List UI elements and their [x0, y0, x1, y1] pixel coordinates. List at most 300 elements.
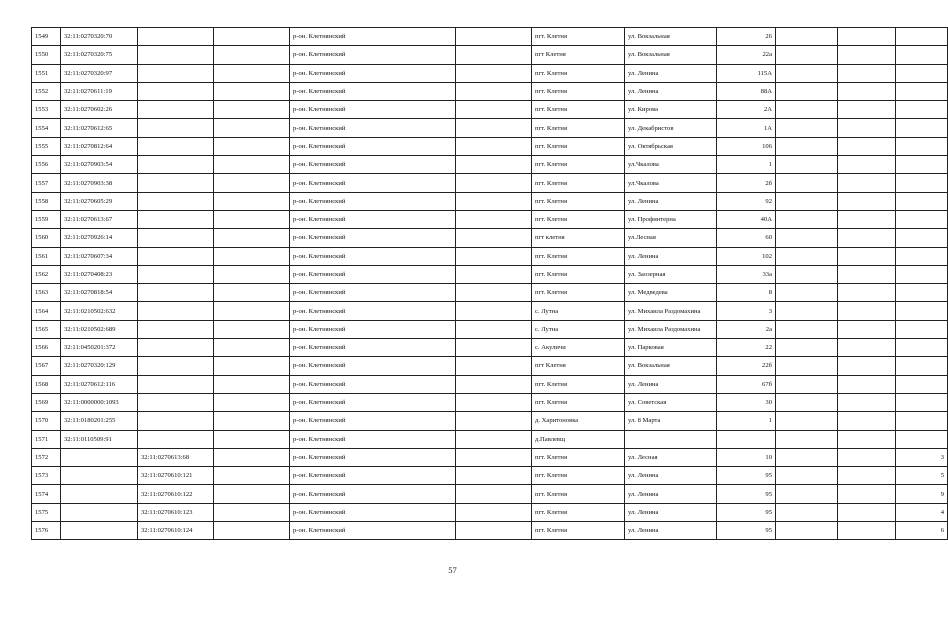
street-cell: ул. Вокзальная: [625, 357, 717, 375]
house-number-cell: 88А: [717, 82, 776, 100]
row-number-cell: 1571: [32, 430, 61, 448]
street-cell: ул. Михаила Раздомахина: [625, 320, 717, 338]
blank-col-10-cell: [776, 485, 838, 503]
blank-col-6-cell: [456, 229, 532, 247]
blank-col-11-cell: [838, 320, 896, 338]
street-cell: [625, 430, 717, 448]
blank-col-11-cell: [838, 229, 896, 247]
district-cell: р-он. Клетнянский: [290, 192, 456, 210]
page-number: 57: [448, 565, 457, 575]
last-value-cell: [896, 64, 948, 82]
blank-col-4-cell: [214, 302, 290, 320]
district-cell: р-он. Клетнянский: [290, 46, 456, 64]
district-cell: р-он. Клетнянский: [290, 485, 456, 503]
cadastral-number-cell: [61, 448, 138, 466]
district-cell: р-он. Клетнянский: [290, 82, 456, 100]
blank-col-10-cell: [776, 503, 838, 521]
house-number-cell: 10: [717, 448, 776, 466]
table-row: [32, 503, 948, 521]
blank-col-10-cell: [776, 64, 838, 82]
row-number-cell: 1555: [32, 137, 61, 155]
table-row: [32, 522, 948, 540]
blank-col-11-cell: [838, 64, 896, 82]
last-value-cell: 6: [896, 522, 948, 540]
district-cell: р-он. Клетнянский: [290, 119, 456, 137]
last-value-cell: [896, 302, 948, 320]
district-cell: р-он. Клетнянский: [290, 467, 456, 485]
cadastral-number-cell: [61, 485, 138, 503]
row-number-cell: 1568: [32, 375, 61, 393]
object-cadastral-number-cell: 32:11:0270610:123: [138, 503, 214, 521]
object-cadastral-number-cell: [138, 357, 214, 375]
last-value-cell: [896, 339, 948, 357]
settlement-cell: пгт Клетня: [532, 46, 625, 64]
blank-col-10-cell: [776, 284, 838, 302]
district-cell: р-он. Клетнянский: [290, 357, 456, 375]
table-body: [32, 28, 948, 540]
district-cell: р-он. Клетнянский: [290, 375, 456, 393]
table-row: [32, 247, 948, 265]
cadastral-number-cell: [61, 503, 138, 521]
settlement-cell: пгт. Клетня: [532, 247, 625, 265]
table-row: [32, 448, 948, 466]
blank-col-4-cell: [214, 229, 290, 247]
blank-col-10-cell: [776, 375, 838, 393]
blank-col-10-cell: [776, 119, 838, 137]
object-cadastral-number-cell: [138, 46, 214, 64]
settlement-cell: пгт Клетня: [532, 357, 625, 375]
blank-col-4-cell: [214, 284, 290, 302]
house-number-cell: [717, 430, 776, 448]
last-value-cell: 9: [896, 485, 948, 503]
blank-col-6-cell: [456, 430, 532, 448]
house-number-cell: 1А: [717, 119, 776, 137]
blank-col-10-cell: [776, 137, 838, 155]
last-value-cell: [896, 119, 948, 137]
blank-col-4-cell: [214, 320, 290, 338]
table-row: [32, 64, 948, 82]
object-cadastral-number-cell: 32:11:0270610:122: [138, 485, 214, 503]
blank-col-10-cell: [776, 302, 838, 320]
blank-col-4-cell: [214, 412, 290, 430]
cadastral-number-cell: 32:11:0000000:1093: [61, 393, 138, 411]
last-value-cell: 5: [896, 467, 948, 485]
cadastral-number-cell: 32:11:0270320:129: [61, 357, 138, 375]
house-number-cell: 95: [717, 485, 776, 503]
object-cadastral-number-cell: [138, 119, 214, 137]
table-row: [32, 82, 948, 100]
row-number-cell: 1550: [32, 46, 61, 64]
house-number-cell: 95: [717, 522, 776, 540]
street-cell: ул. Кирова: [625, 101, 717, 119]
table-row: [32, 192, 948, 210]
settlement-cell: пгт. Клетня: [532, 119, 625, 137]
street-cell: ул. Советская: [625, 393, 717, 411]
blank-col-11-cell: [838, 448, 896, 466]
row-number-cell: 1558: [32, 192, 61, 210]
blank-col-11-cell: [838, 393, 896, 411]
blank-col-6-cell: [456, 284, 532, 302]
table-row: [32, 375, 948, 393]
settlement-cell: пгт. Клетня: [532, 503, 625, 521]
blank-col-10-cell: [776, 210, 838, 228]
settlement-cell: пгт. Клетня: [532, 485, 625, 503]
cadastral-number-cell: 32:11:0270605:29: [61, 192, 138, 210]
table-row: [32, 46, 948, 64]
blank-col-6-cell: [456, 485, 532, 503]
blank-col-10-cell: [776, 192, 838, 210]
blank-col-11-cell: [838, 28, 896, 46]
blank-col-6-cell: [456, 448, 532, 466]
district-cell: р-он. Клетнянский: [290, 174, 456, 192]
row-number-cell: 1563: [32, 284, 61, 302]
row-number-cell: 1556: [32, 156, 61, 174]
blank-col-4-cell: [214, 448, 290, 466]
street-cell: ул.Лесная: [625, 229, 717, 247]
table-row: [32, 229, 948, 247]
house-number-cell: 33а: [717, 265, 776, 283]
row-number-cell: 1565: [32, 320, 61, 338]
table-row: [32, 485, 948, 503]
blank-col-11-cell: [838, 375, 896, 393]
settlement-cell: с. Акуличи: [532, 339, 625, 357]
house-number-cell: 30: [717, 393, 776, 411]
street-cell: ул. Октябрьская: [625, 137, 717, 155]
cadastral-number-cell: 32:11:0270320:70: [61, 28, 138, 46]
cadastral-number-cell: 32:11:0270612:116: [61, 375, 138, 393]
last-value-cell: [896, 101, 948, 119]
cadastral-number-cell: 32:11:0270611:19: [61, 82, 138, 100]
blank-col-4-cell: [214, 485, 290, 503]
row-number-cell: 1560: [32, 229, 61, 247]
blank-col-4-cell: [214, 393, 290, 411]
object-cadastral-number-cell: [138, 229, 214, 247]
object-cadastral-number-cell: [138, 137, 214, 155]
row-number-cell: 1566: [32, 339, 61, 357]
blank-col-11-cell: [838, 137, 896, 155]
blank-col-10-cell: [776, 522, 838, 540]
street-cell: ул. Ленина: [625, 82, 717, 100]
blank-col-10-cell: [776, 412, 838, 430]
blank-col-6-cell: [456, 503, 532, 521]
settlement-cell: с. Лутна: [532, 320, 625, 338]
object-cadastral-number-cell: 32:11:0270610:124: [138, 522, 214, 540]
blank-col-11-cell: [838, 174, 896, 192]
object-cadastral-number-cell: [138, 82, 214, 100]
cadastral-number-cell: 32:11:0210502:689: [61, 320, 138, 338]
settlement-cell: с. Лутна: [532, 302, 625, 320]
cadastral-number-cell: 32:11:0270903:54: [61, 156, 138, 174]
blank-col-11-cell: [838, 284, 896, 302]
object-cadastral-number-cell: [138, 156, 214, 174]
blank-col-11-cell: [838, 522, 896, 540]
street-cell: ул. Ленина: [625, 375, 717, 393]
last-value-cell: [896, 192, 948, 210]
blank-col-6-cell: [456, 375, 532, 393]
cadastral-number-cell: 32:11:0110509:91: [61, 430, 138, 448]
district-cell: р-он. Клетнянский: [290, 284, 456, 302]
blank-col-10-cell: [776, 247, 838, 265]
blank-col-4-cell: [214, 339, 290, 357]
blank-col-6-cell: [456, 320, 532, 338]
cadastral-number-cell: 32:11:0270818:54: [61, 284, 138, 302]
row-number-cell: 1551: [32, 64, 61, 82]
last-value-cell: [896, 82, 948, 100]
cadastral-number-cell: 32:11:0270320:97: [61, 64, 138, 82]
house-number-cell: 95: [717, 467, 776, 485]
cadastral-number-cell: 32:11:0450201:372: [61, 339, 138, 357]
house-number-cell: 40А: [717, 210, 776, 228]
blank-col-6-cell: [456, 467, 532, 485]
row-number-cell: 1570: [32, 412, 61, 430]
last-value-cell: [896, 393, 948, 411]
object-cadastral-number-cell: [138, 247, 214, 265]
blank-col-4-cell: [214, 28, 290, 46]
object-cadastral-number-cell: [138, 412, 214, 430]
table-row: [32, 156, 948, 174]
blank-col-10-cell: [776, 467, 838, 485]
street-cell: ул. Ленина: [625, 467, 717, 485]
cadastral-number-cell: 32:11:0270320:75: [61, 46, 138, 64]
blank-col-4-cell: [214, 247, 290, 265]
settlement-cell: д.Павлевщ: [532, 430, 625, 448]
table-row: [32, 28, 948, 46]
blank-col-6-cell: [456, 522, 532, 540]
house-number-cell: 67б: [717, 375, 776, 393]
object-cadastral-number-cell: [138, 101, 214, 119]
street-cell: ул. Ленина: [625, 192, 717, 210]
table-row: [32, 137, 948, 155]
blank-col-4-cell: [214, 137, 290, 155]
street-cell: ул. Ленина: [625, 485, 717, 503]
district-cell: р-он. Клетнянский: [290, 101, 456, 119]
blank-col-10-cell: [776, 430, 838, 448]
object-cadastral-number-cell: [138, 430, 214, 448]
blank-col-4-cell: [214, 265, 290, 283]
settlement-cell: пгт. Клетня: [532, 522, 625, 540]
last-value-cell: [896, 265, 948, 283]
cadastral-number-cell: 32:11:0270602:26: [61, 101, 138, 119]
blank-col-10-cell: [776, 339, 838, 357]
cadastral-number-cell: 32:11:0270926:14: [61, 229, 138, 247]
last-value-cell: [896, 357, 948, 375]
last-value-cell: [896, 284, 948, 302]
blank-col-6-cell: [456, 339, 532, 357]
blank-col-11-cell: [838, 101, 896, 119]
district-cell: р-он. Клетнянский: [290, 247, 456, 265]
district-cell: р-он. Клетнянский: [290, 156, 456, 174]
last-value-cell: [896, 137, 948, 155]
blank-col-10-cell: [776, 28, 838, 46]
blank-col-6-cell: [456, 46, 532, 64]
cadastral-number-cell: [61, 467, 138, 485]
house-number-cell: 95: [717, 503, 776, 521]
house-number-cell: 106: [717, 137, 776, 155]
cadastral-number-cell: 32:11:0180201:255: [61, 412, 138, 430]
table-row: [32, 210, 948, 228]
blank-col-6-cell: [456, 64, 532, 82]
blank-col-11-cell: [838, 485, 896, 503]
row-number-cell: 1573: [32, 467, 61, 485]
house-number-cell: 60: [717, 229, 776, 247]
object-cadastral-number-cell: [138, 375, 214, 393]
cadastral-number-cell: [61, 522, 138, 540]
street-cell: ул.Чкалова: [625, 174, 717, 192]
blank-col-11-cell: [838, 192, 896, 210]
blank-col-6-cell: [456, 101, 532, 119]
blank-col-6-cell: [456, 82, 532, 100]
settlement-cell: д. Харитоновка: [532, 412, 625, 430]
house-number-cell: 2б: [717, 174, 776, 192]
street-cell: ул. Ленина: [625, 503, 717, 521]
blank-col-11-cell: [838, 247, 896, 265]
street-cell: ул. Лесная: [625, 448, 717, 466]
district-cell: р-он. Клетнянский: [290, 430, 456, 448]
last-value-cell: [896, 320, 948, 338]
blank-col-6-cell: [456, 210, 532, 228]
district-cell: р-он. Клетнянский: [290, 229, 456, 247]
row-number-cell: 1572: [32, 448, 61, 466]
blank-col-6-cell: [456, 156, 532, 174]
object-cadastral-number-cell: [138, 210, 214, 228]
blank-col-6-cell: [456, 265, 532, 283]
district-cell: р-он. Клетнянский: [290, 339, 456, 357]
settlement-cell: пгт. Клетня: [532, 82, 625, 100]
blank-col-10-cell: [776, 393, 838, 411]
blank-col-10-cell: [776, 265, 838, 283]
house-number-cell: 22: [717, 339, 776, 357]
last-value-cell: 3: [896, 448, 948, 466]
table-row: [32, 284, 948, 302]
blank-col-11-cell: [838, 82, 896, 100]
street-cell: ул. Ленина: [625, 522, 717, 540]
table-row: [32, 393, 948, 411]
last-value-cell: [896, 412, 948, 430]
cadastral-number-cell: 32:11:0210502:632: [61, 302, 138, 320]
blank-col-4-cell: [214, 430, 290, 448]
table-row: [32, 320, 948, 338]
table-row: [32, 357, 948, 375]
street-cell: ул. Заозерная: [625, 265, 717, 283]
house-number-cell: 22б: [717, 357, 776, 375]
blank-col-4-cell: [214, 101, 290, 119]
blank-col-11-cell: [838, 156, 896, 174]
blank-col-4-cell: [214, 64, 290, 82]
blank-col-4-cell: [214, 174, 290, 192]
blank-col-6-cell: [456, 119, 532, 137]
settlement-cell: пгт. Клетня: [532, 467, 625, 485]
last-value-cell: [896, 174, 948, 192]
house-number-cell: 8: [717, 284, 776, 302]
blank-col-11-cell: [838, 210, 896, 228]
blank-col-4-cell: [214, 210, 290, 228]
blank-col-10-cell: [776, 448, 838, 466]
blank-col-6-cell: [456, 357, 532, 375]
object-cadastral-number-cell: 32:11:0270610:121: [138, 467, 214, 485]
row-number-cell: 1569: [32, 393, 61, 411]
house-number-cell: 92: [717, 192, 776, 210]
blank-col-10-cell: [776, 82, 838, 100]
last-value-cell: [896, 247, 948, 265]
table-row: [32, 412, 948, 430]
table-row: [32, 101, 948, 119]
district-cell: р-он. Клетнянский: [290, 522, 456, 540]
street-cell: ул. Вокзальная: [625, 28, 717, 46]
settlement-cell: пгт. Клетня: [532, 64, 625, 82]
last-value-cell: [896, 46, 948, 64]
last-value-cell: [896, 229, 948, 247]
settlement-cell: пгт. Клетня: [532, 101, 625, 119]
blank-col-4-cell: [214, 192, 290, 210]
table-row: [32, 119, 948, 137]
row-number-cell: 1549: [32, 28, 61, 46]
district-cell: р-он. Клетнянский: [290, 393, 456, 411]
table-row: [32, 430, 948, 448]
table-row: [32, 265, 948, 283]
blank-col-11-cell: [838, 302, 896, 320]
cadastral-number-cell: 32:11:0270903:38: [61, 174, 138, 192]
object-cadastral-number-cell: [138, 174, 214, 192]
settlement-cell: пгт. Клетня: [532, 375, 625, 393]
cadastral-number-cell: 32:11:0270613:67: [61, 210, 138, 228]
district-cell: р-он. Клетнянский: [290, 28, 456, 46]
street-cell: ул.Чкалова: [625, 156, 717, 174]
table-row: [32, 339, 948, 357]
street-cell: ул. Ленина: [625, 64, 717, 82]
blank-col-10-cell: [776, 46, 838, 64]
table-row: [32, 302, 948, 320]
object-cadastral-number-cell: 32:11:0270613:68: [138, 448, 214, 466]
blank-col-10-cell: [776, 229, 838, 247]
house-number-cell: 26: [717, 28, 776, 46]
blank-col-4-cell: [214, 522, 290, 540]
house-number-cell: 2а: [717, 320, 776, 338]
blank-col-4-cell: [214, 156, 290, 174]
settlement-cell: пгт. Клетня: [532, 448, 625, 466]
row-number-cell: 1574: [32, 485, 61, 503]
district-cell: р-он. Клетнянский: [290, 412, 456, 430]
settlement-cell: пгт. Клетня: [532, 265, 625, 283]
blank-col-11-cell: [838, 467, 896, 485]
settlement-cell: пгт. Клетня: [532, 28, 625, 46]
blank-col-4-cell: [214, 46, 290, 64]
object-cadastral-number-cell: [138, 339, 214, 357]
house-number-cell: 2А: [717, 101, 776, 119]
settlement-cell: пгт. Клетня: [532, 192, 625, 210]
district-cell: р-он. Клетнянский: [290, 448, 456, 466]
object-cadastral-number-cell: [138, 284, 214, 302]
last-value-cell: [896, 28, 948, 46]
table-row: [32, 467, 948, 485]
last-value-cell: 4: [896, 503, 948, 521]
blank-col-6-cell: [456, 28, 532, 46]
row-number-cell: 1554: [32, 119, 61, 137]
blank-col-11-cell: [838, 339, 896, 357]
last-value-cell: [896, 156, 948, 174]
row-number-cell: 1552: [32, 82, 61, 100]
house-number-cell: 1: [717, 412, 776, 430]
object-cadastral-number-cell: [138, 28, 214, 46]
blank-col-11-cell: [838, 412, 896, 430]
street-cell: ул. Декабристов: [625, 119, 717, 137]
row-number-cell: 1564: [32, 302, 61, 320]
blank-col-6-cell: [456, 247, 532, 265]
blank-col-4-cell: [214, 119, 290, 137]
street-cell: ул. 8 Марта: [625, 412, 717, 430]
house-number-cell: 1: [717, 156, 776, 174]
house-number-cell: 102: [717, 247, 776, 265]
blank-col-4-cell: [214, 503, 290, 521]
